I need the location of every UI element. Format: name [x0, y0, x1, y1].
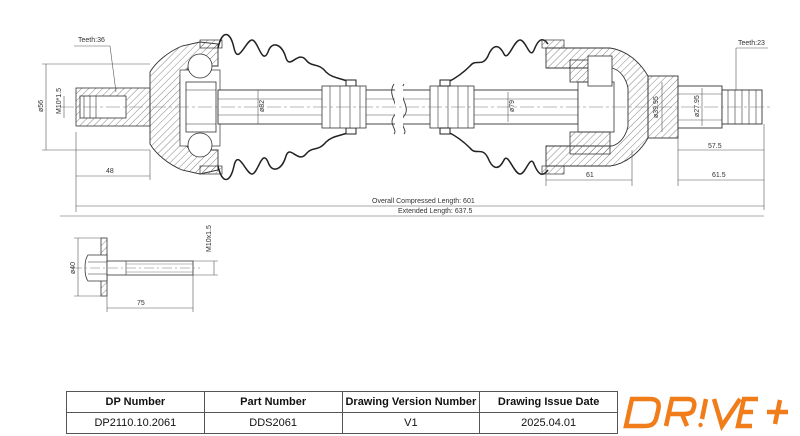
outer-joint-length-label: 61 [586, 172, 594, 179]
bolt-thread-label: M10x1.5 [206, 225, 213, 252]
drive-plus-logo [622, 393, 796, 431]
header-part-number: Part Number [204, 392, 342, 413]
inner-boot-top [218, 35, 350, 83]
header-issue-date: Drawing Issue Date [480, 392, 618, 413]
outer-diameter-label: ø39.95 [653, 96, 660, 118]
bolt [72, 238, 200, 296]
drive-shaft [218, 84, 578, 134]
value-dp-number: DP2110.10.2061 [67, 413, 205, 434]
outer-total-length-label: 61.5 [712, 172, 726, 179]
value-issue-date: 2025.04.01 [480, 413, 618, 434]
outer-boot-clamp-top [542, 40, 564, 48]
bolt-head-diameter-label: ø40 [70, 261, 77, 274]
bolt-length-label: 75 [137, 300, 145, 307]
extended-length-label: Extended Length: 637.5 [398, 208, 473, 215]
value-drawing-version: V1 [342, 413, 480, 434]
outer-stub-length-label: 57.5 [708, 143, 722, 150]
compressed-length-label: Overall Compressed Length: 601 [372, 198, 475, 205]
boot-outer-diameter-label: ø79 [509, 99, 516, 112]
outer-joint-cage [570, 132, 610, 154]
value-part-number: DDS2061 [204, 413, 342, 434]
outer-spline-diameter-label: ø27.95 [694, 95, 701, 117]
title-block-value-row [67, 413, 618, 434]
outer-teeth-label: Teeth:23 [738, 40, 765, 47]
title-block [66, 391, 618, 434]
inner-thread-label: M10*1.5 [56, 87, 63, 114]
inner-joint-ball-bottom [188, 133, 212, 157]
inner-teeth-label: Teeth:36 [78, 37, 105, 44]
header-dp-number: DP Number [67, 392, 205, 413]
boot-inner-diameter-label: ø82 [259, 99, 266, 112]
outer-boot-bottom [448, 132, 548, 174]
title-block-header-row [67, 392, 618, 413]
inner-diameter-label: ø56 [38, 99, 45, 112]
header-drawing-version: Drawing Version Number [342, 392, 480, 413]
outer-boot-clamp-bottom [542, 166, 564, 174]
outer-boot-top [448, 40, 548, 82]
inner-length-label: 48 [106, 168, 114, 175]
inner-joint-ball-top [188, 54, 212, 78]
inner-boot-bottom [218, 132, 350, 180]
